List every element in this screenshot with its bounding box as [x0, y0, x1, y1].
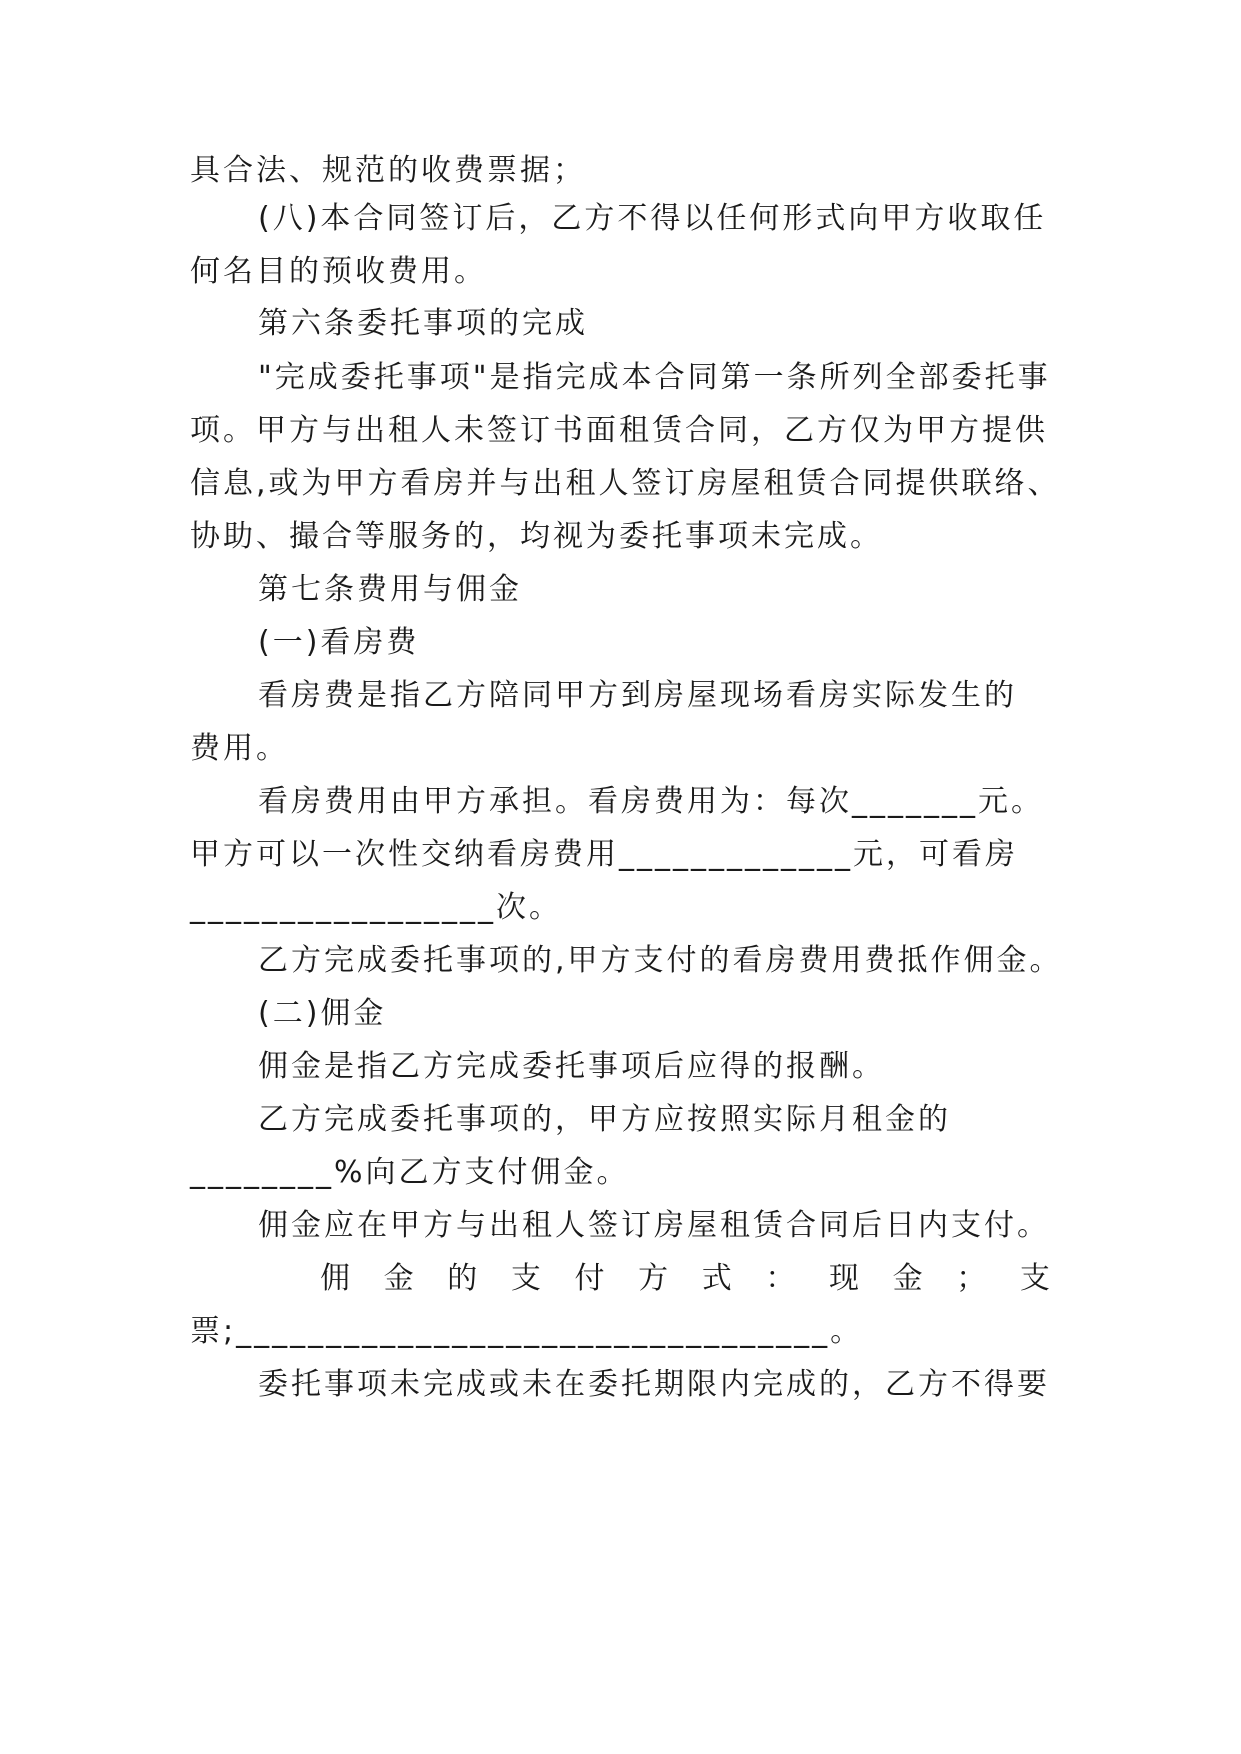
- text-line: 乙方完成委托事项的,甲方支付的看房费用费抵作佣金。: [258, 943, 1063, 978]
- justified-char: 式: [701, 1261, 732, 1296]
- text-line: 何名目的预收费用。: [190, 254, 487, 289]
- text-line: _________________次。: [190, 890, 562, 925]
- justified-line: [320, 1255, 1050, 1303]
- text-line: 费用。: [190, 731, 289, 766]
- section-heading: 第六条委托事项的完成: [258, 306, 588, 341]
- justified-char: 支: [1019, 1261, 1050, 1296]
- justified-char: 方: [638, 1261, 669, 1296]
- text-line: 协助、撮合等服务的，均视为委托事项未完成。: [190, 519, 883, 554]
- text-line: 具合法、规范的收费票据；: [190, 153, 586, 188]
- justified-char: ；: [956, 1261, 987, 1296]
- text-line: "完成委托事项"是指完成本合同第一条所列全部委托事: [258, 360, 1051, 395]
- text-line: 佣金是指乙方完成委托事项后应得的报酬。: [258, 1049, 885, 1084]
- text-line: (八)本合同签订后，乙方不得以任何形式向甲方收取任: [258, 201, 1047, 236]
- text-line: 甲方可以一次性交纳看房费用_____________元，可看房: [190, 837, 1018, 872]
- subsection-heading: (二)佣金: [258, 996, 387, 1031]
- justified-char: 付: [574, 1261, 605, 1296]
- justified-char: 的: [447, 1261, 478, 1296]
- justified-char: ：: [765, 1261, 796, 1296]
- text-line: 票;_________________________________。: [190, 1314, 864, 1349]
- text-line: 佣金应在甲方与出租人签订房屋租赁合同后日内支付。: [258, 1208, 1050, 1243]
- justified-char: 佣: [320, 1261, 350, 1296]
- text-line: 信息,或为甲方看房并与出租人签订房屋租赁合同提供联络、: [190, 466, 1061, 501]
- justified-char: 金: [892, 1261, 923, 1296]
- justified-char: 支: [510, 1261, 541, 1296]
- text-line: ________%向乙方支付佣金。: [190, 1155, 630, 1190]
- justified-char: 现: [829, 1261, 859, 1296]
- text-line: 乙方完成委托事项的，甲方应按照实际月租金的: [258, 1102, 951, 1137]
- text-line: 委托事项未完成或未在委托期限内完成的，乙方不得要: [258, 1367, 1050, 1402]
- section-heading: 第七条费用与佣金: [258, 572, 522, 607]
- text-line: 看房费是指乙方陪同甲方到房屋现场看房实际发生的: [258, 678, 1017, 713]
- subsection-heading: (一)看房费: [258, 625, 420, 660]
- text-line: 看房费用由甲方承担。看房费用为：每次_______元。: [258, 784, 1044, 819]
- justified-char: 金: [383, 1261, 414, 1296]
- text-line: 项。甲方与出租人未签订书面租赁合同，乙方仅为甲方提供: [190, 413, 1048, 448]
